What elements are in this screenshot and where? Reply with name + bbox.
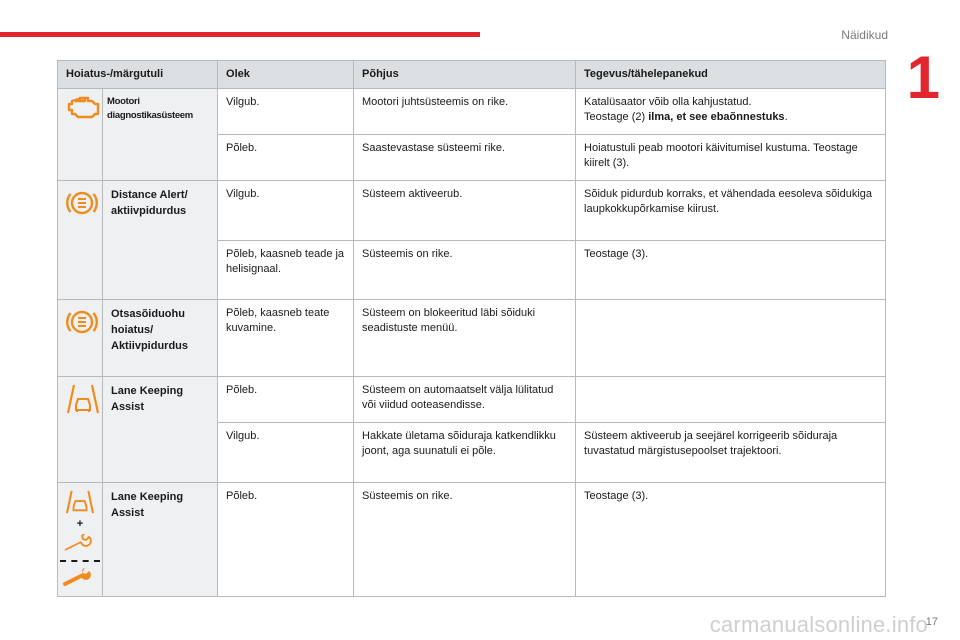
wrench-outline-icon: [63, 534, 97, 554]
action-text: Katalüsaator võib olla kahjustatud.: [584, 96, 752, 108]
icon-cell: [58, 89, 103, 181]
action-cell: Hoiatustuli peab mootori käivitumisel kustuma. Teostage kiirelt (3).: [576, 135, 886, 181]
page-number: 17: [925, 616, 938, 628]
top-accent-bar: [0, 32, 480, 37]
state-cell: Vilgub.: [218, 181, 354, 241]
wrench-service-icon: [63, 568, 97, 588]
divider-dashed: [60, 560, 100, 562]
action-cell: Teostage (3).: [576, 483, 886, 597]
cause-cell: Süsteemis on rike.: [354, 483, 576, 597]
warning-light-name: Otsasõiduohu hoiatus/ Aktiivpidurdus: [103, 300, 218, 377]
action-text: Teostage (2): [584, 111, 649, 123]
section-title: Näidikud: [841, 28, 888, 42]
cause-cell: Hakkate ületama sõiduraja katkendlikku joont, aga suunatuli ei põle.: [354, 423, 576, 483]
cause-cell: Süsteem on automaatselt välja lülitatud või viidud ooteasendisse.: [354, 377, 576, 423]
cause-cell: Süsteem on blokeeritud läbi sõiduki seadistuste menüü.: [354, 300, 576, 377]
state-cell: Põleb, kaasneb teade ja helisignaal.: [218, 241, 354, 300]
column-header-state: Olek: [218, 61, 354, 89]
table-row: [58, 89, 886, 135]
action-cell: [576, 300, 886, 377]
column-header-warning-light: Hoiatus-/märgutuli: [58, 61, 218, 89]
action-cell: Sõiduk pidurdub korraks, et vähendada eesoleva sõidukiga laupkokkupõrkamise kiirust.: [576, 181, 886, 241]
engine-icon: [66, 95, 102, 121]
warning-light-name: Lane Keeping Assist: [103, 377, 218, 483]
state-cell: Vilgub.: [218, 89, 354, 135]
cause-cell: Saastevastase süsteemi rike.: [354, 135, 576, 181]
action-cell: Süsteem aktiveerub ja seejärel korrigeerib sõiduraja tuvastatud märgistusepoolset trajektoori.: [576, 423, 886, 483]
state-cell: Põleb.: [218, 483, 354, 597]
plus-sign: +: [76, 518, 84, 530]
cause-cell: Süsteemis on rike.: [354, 241, 576, 300]
table-header-row: [58, 61, 886, 89]
icon-cell: [58, 181, 103, 300]
lane-keeping-icon: [64, 489, 96, 515]
distance-alert-icon: [66, 187, 98, 219]
state-cell: Põleb, kaasneb teate kuvamine.: [218, 300, 354, 377]
action-cell: Teostage (3).: [576, 241, 886, 300]
icon-cell: [58, 300, 103, 377]
icon-cell: [58, 483, 103, 597]
table-row: [58, 377, 886, 423]
warning-light-name: Distance Alert/ aktiivpidurdus: [103, 181, 218, 300]
icon-stack: [66, 489, 94, 588]
state-cell: Põleb.: [218, 377, 354, 423]
action-cell: [576, 89, 886, 135]
icon-cell: [58, 377, 103, 483]
warning-light-name: Lane Keeping Assist: [103, 483, 218, 597]
state-cell: Vilgub.: [218, 423, 354, 483]
table-row: [58, 181, 886, 241]
cause-cell: Süsteem aktiveerub.: [354, 181, 576, 241]
state-cell: Põleb.: [218, 135, 354, 181]
warning-light-name: Mootori diagnostikasüsteem: [103, 89, 218, 181]
collision-warning-icon: [66, 306, 98, 338]
column-header-action: Tegevus/tähelepanekud: [576, 61, 886, 89]
action-emphasis: ilma, et see ebaõnnestuks: [648, 111, 785, 123]
action-text: .: [784, 111, 788, 123]
cause-cell: Mootori juhtsüsteemis on rike.: [354, 89, 576, 135]
warning-lights-table: [57, 60, 886, 597]
chapter-number: 1: [906, 44, 940, 111]
watermark: carmanualsonline.info: [709, 612, 928, 637]
lane-keeping-icon: [66, 383, 100, 415]
table-row: [58, 300, 886, 377]
table-row: [58, 483, 886, 597]
action-cell: [576, 377, 886, 423]
column-header-cause: Põhjus: [354, 61, 576, 89]
